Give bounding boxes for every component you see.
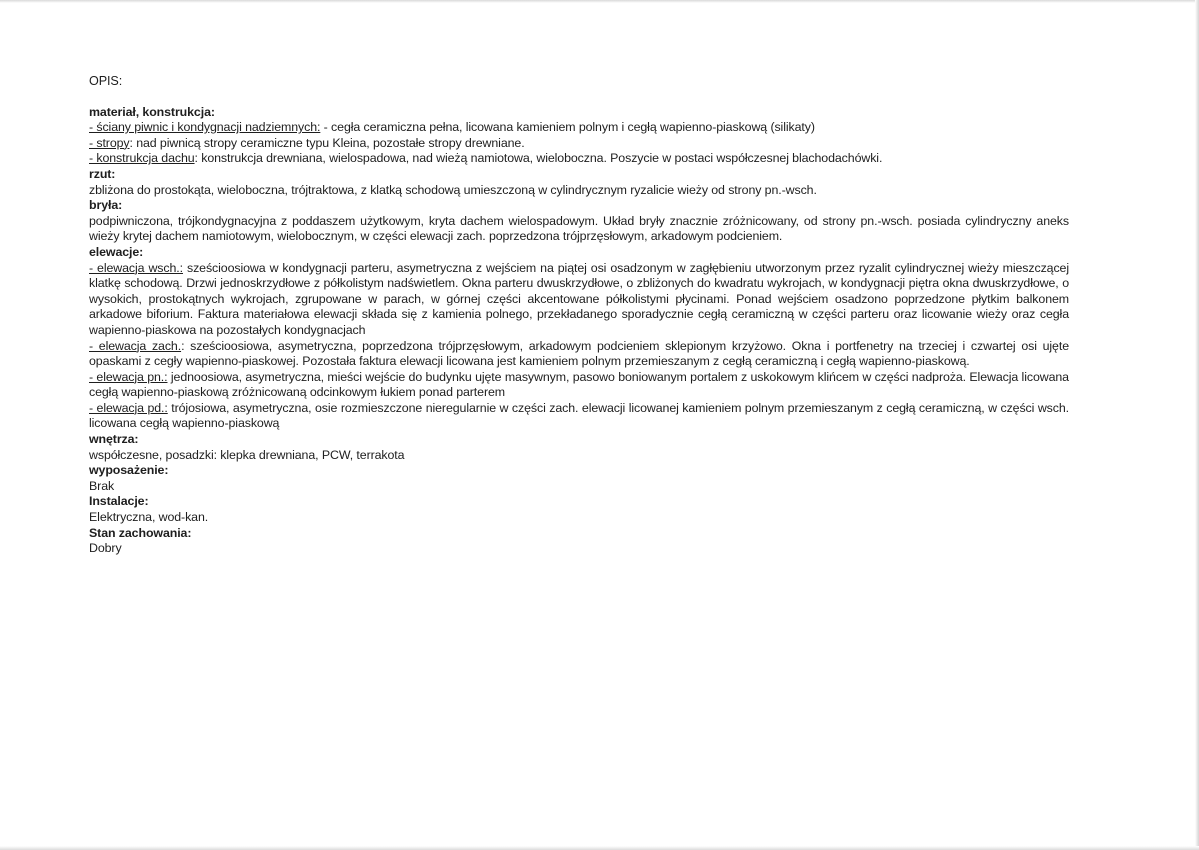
- scan-edge-bottom: [0, 846, 1199, 850]
- material-item-ceilings-text: : nad piwnicą stropy ceramiczne typu Kleina, pozostałe stropy drewniane.: [129, 135, 525, 150]
- elewacja-west-label: - elewacja zach.: [89, 338, 182, 353]
- section-bryla: [89, 198, 1069, 245]
- elewacja-south: [89, 401, 1069, 432]
- section-wyposazenie: [89, 463, 1069, 494]
- material-item-roof-label: - konstrukcja dachu: [89, 151, 195, 166]
- wyposazenie-text: Brak: [89, 478, 115, 493]
- material-item-ceilings: [89, 136, 1069, 152]
- section-title-material: materiał, konstrukcja:: [89, 104, 215, 119]
- stan-text: Dobry: [89, 541, 122, 556]
- section-title-wyposazenie: wyposażenie:: [89, 463, 169, 478]
- bryla-text: podpiwniczona, trójkondygnacyjna z poddaszem użytkowym, kryta dachem wielospadowym. Układ bryły znacznie zróżnicowany, od strony pn.-wsch. posiada cylindryczny aneks wieży krytej dachem namiotowym, wielobocznym, w części elewacji zach. poprzedzona trójprzęsłowym, arkadowym podcieniem.: [89, 213, 1069, 244]
- wnetrza-text: współczesne, posadzki: klepka drewniana, PCW, terrakota: [89, 447, 405, 462]
- elewacja-south-text: trójosiowa, asymetryczna, osie rozmieszczone nieregularnie w części zach. elewacji licowanej kamieniem polnym przemieszanym z cegłą ceramiczną, w części wsch. licowana cegłą wapienno-piaskową: [89, 400, 1069, 431]
- document-heading: OPIS:: [89, 74, 123, 88]
- material-item-walls-label: - ściany piwnic i kondygnacji nadziemnych:: [89, 120, 321, 135]
- material-item-walls: [89, 120, 1069, 136]
- section-instalacje: [89, 494, 1069, 525]
- elewacja-west: [89, 339, 1069, 370]
- section-wnetrza: [89, 432, 1069, 463]
- elewacja-north-text: jednoosiowa, asymetryczna, mieści wejście do budynku ujęte masywnym, pasowo boniowanym portalem z uskokowym klińcem w części nadproża. Elewacja licowana cegłą wapienno-piaskową zróżnicowaną odcinkowym łukiem ponad parterem: [89, 369, 1069, 400]
- section-elewacje: [89, 245, 1069, 432]
- section-stan: [89, 526, 1069, 557]
- instalacje-text: Elektryczna, wod-kan.: [89, 510, 209, 525]
- material-item-ceilings-label: - stropy: [89, 135, 130, 150]
- elewacja-south-label: - elewacja pd.:: [89, 400, 168, 415]
- scan-edge-right: [1195, 0, 1199, 850]
- section-title-bryla: bryła:: [89, 198, 123, 213]
- material-item-walls-text: - cegła ceramiczna pełna, licowana kamieniem polnym i cegłą wapienno-piaskową (silikaty): [320, 120, 815, 135]
- elewacja-north: [89, 370, 1069, 401]
- section-title-elewacje: elewacje:: [89, 244, 144, 259]
- rzut-text: zbliżona do prostokąta, wieloboczna, trójtraktowa, z klatką schodową umieszczoną w cylindrycznym ryzalicie wieży od strony pn.-wsch.: [89, 182, 817, 197]
- scan-edge-top: [0, 0, 1199, 3]
- elewacja-east: [89, 261, 1069, 339]
- section-title-instalacje: Instalacje:: [89, 494, 149, 509]
- section-title-rzut: rzut:: [89, 166, 116, 181]
- section-title-wnetrza: wnętrza:: [89, 432, 139, 447]
- elewacja-north-label: - elewacja pn.:: [89, 369, 168, 384]
- elewacja-east-text: sześcioosiowa w kondygnacji parteru, asymetryczna z wejściem na piątej osi osadzonym w zagłębieniu utworzonym przez ryzalit cylindrycznej wieży mieszczącej klatkę schodową. Drzwi jednoskrzydłowe z półkolistym nadświetlem. Okna parteru dwuskrzydłowe, o zbliżonych do kwadratu wykrojach, w kondygnacji piętra okna dwuskrzydłowe, o wysokich, prostokątnych wykrojach, zgrupowane w parach, w górnej części akcentowane półkolistymi płycinami. Ponad wejściem osadzono poprzedzone płytkim balkonem arkadowe biforium. Faktura materiałowa elewacji składa się z kamienia polnego, przekładanego sporadycznie cegłą ceramiczną w części parteru oraz licowanie wieży oraz cegła wapienno-piaskowa na pozostałych kondygnacjach: [89, 260, 1070, 337]
- section-material: [89, 105, 1069, 167]
- section-title-stan: Stan zachowania:: [89, 525, 192, 540]
- section-rzut: [89, 167, 1069, 198]
- elewacja-west-text: : sześcioosiowa, asymetryczna, poprzedzona trójprzęsłowym, arkadowym podcieniem sklepionym krzyżowo. Okna i portfenetry na trzeciej i czwartej osi ujęte opaskami z cegły wapienno-piaskowej. Pozostała faktura elewacji licowana jest kamieniem polnym przemieszanym z cegłą ceramiczną i cegłą wapienno-piaskową.: [89, 338, 1069, 369]
- material-item-roof: [89, 151, 1069, 167]
- elewacja-east-label: - elewacja wsch.:: [89, 260, 183, 275]
- document-page: [89, 74, 1069, 557]
- material-item-roof-text: : konstrukcja drewniana, wielospadowa, nad wieżą namiotowa, wieloboczna. Poszycie w postaci współczesnej blachodachówki.: [194, 151, 883, 166]
